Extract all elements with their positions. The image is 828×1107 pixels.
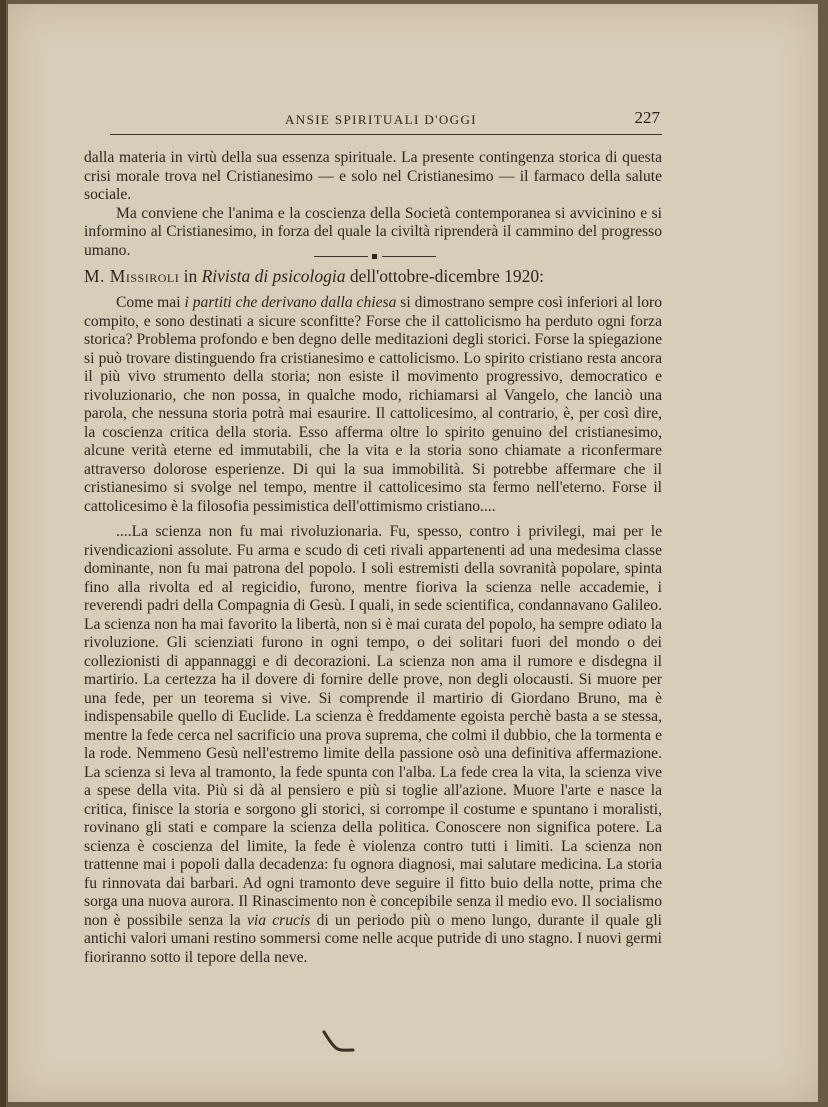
quote-rest: si dimostrano sempre così inferiori al loro compito, e sono destinati a sicure sconfitte? Forse che il cattolicismo ha perduto ogni forza storica? Problema profondo e ben degno delle meditazioni degli storici. Forse la spiegazione si può trovare distinguendo fra cristianesimo e cattolicismo. Lo spirito cristiano resta ancora il più vivo strumento della storia; non esiste il movimento progressivo, democratico e rivoluzionario, che non possa, in qualche modo, richiamarsi al Vangelo, che lanciò una parola, che nessuna storia potrà mai esaurire. Il cattolicesimo, al contrario, è, per così dire, la coscienza critica della storia. Esso afferma oltre lo spirito genuino del cristianesimo, alcune verità eterne ed immutabili, che la vita e la storia sono chiamate a riconfermare attraverso dolorose esperienze. Di qui la sua immobilità. Si potrebbe affermare che il cristianesimo si svolge nel tempo, mentre il cattolicesimo sta fermo nell'eterno. Forse il cattolicesimo è la filosofia pessimistica dell'ottimismo cristiano.... xyxy=(84,294,662,515)
quote-emphasis: via crucis xyxy=(246,911,311,929)
section-journal: Rivista di psicologia xyxy=(201,266,346,286)
quote-rest: di un periodo più o meno lungo, durante il quale gli antichi valori umani restino sommersi come nelle acque putride di uno stagno. I nuovi germi fioriranno sotto il tepore della neve. xyxy=(84,911,662,966)
divider-line-left xyxy=(314,256,368,257)
ink-mark-icon xyxy=(322,1030,356,1054)
section-heading xyxy=(84,266,662,287)
intro-text xyxy=(84,149,662,260)
intro-paragraph: dalla materia in virtù della sua essenza spirituale. La presente contingenza storica di questa crisi morale trova nel Cristianesimo — e solo nel Cristianesimo — il farmaco della salute sociale. xyxy=(84,149,662,203)
section-divider xyxy=(314,254,436,260)
quote-lead: ....La scienza non fu mai rivoluzionaria. Fu, spesso, contro i privilegi, mai per le rivendicazioni assolute. Fu arma e scudo di ceti rivali appartenenti ad una medesima classe dominante, non fu mai patrona del popolo. I soli estremisti della sovranità popolare, spinta fino alla rivolta ed al regicidio, furono, mentre fioriva la scienza nelle accademie, i reverendi padri della Compagnia di Gesù. I quali, in sede scientifica, condannavano Galileo. La scienza non ha mai favorito la libertà, non si è mai curata del popolo, ha sempre odiato la rivoluzione. Gli scienziati furono in ogni tempo, o dei solitari fuori del mondo o dei collezionisti di appannaggi e di decorazioni. La scienza non ama il rumore e disdegna il martirio. La certezza ha il dovere di fornire delle prove, non degli olocausti. Si muore per una fede, per un teorema si vive. Si comprende il martirio di Giordano Bruno, ma è indispensabile quello di Euclide. La scienza è freddamente egoista perchè basta a se stessa, mentre la fede cerca nel sacrificio una prova suprema, che colmi il dubbio, che la tormenta e la rode. Nemmeno Gesù nell'estremo limite della passione osò una definitiva affermazione. La scienza si leva al tramonto, la fede spunta con l'alba. La fede crea la vita, la scienza vive a spese della vita. Più si dà al pensiero e più si toglie all'azione. Muore l'arte e nasce la critica, finisce la storia e sorgono gli storici, si corrompe il costume e spuntano i moralisti, rovinano gli stati e compare la scienza della politica. Conoscere non significa potere. La scienza è coscienza del limite, la fede è violenza contro tutti i limiti. La scienza non trattenne mai i popoli dalla decadenza: fu ognora diagnosi, mai salutare medicina. La storia fu rinnovata dai barbari. Ad ogni tramonto deve seguire il fitto buio della notte, prima che sorga una nuova aurora. Il Rinascimento non è concepibile senza il medio evo. Il socialismo non è possibile senza la xyxy=(84,523,662,929)
intro-paragraph: Ma conviene che l'anima e la coscienza della Società contemporanea si avvicinino e si informino al Cristianesimo, in forza del quale la civiltà riprenderà il cammino del progresso umano. xyxy=(84,204,662,259)
divider-square-icon xyxy=(372,254,377,259)
running-head xyxy=(110,108,662,135)
quote-block-1 xyxy=(84,294,662,516)
section-in-word: in xyxy=(183,266,198,286)
running-title: ANSIE SPIRITUALI D'OGGI xyxy=(285,112,477,127)
section-date: dell'ottobre-dicembre 1920: xyxy=(349,266,544,286)
book-spine xyxy=(0,0,6,1107)
quote-block-2 xyxy=(84,523,662,967)
divider-line-right xyxy=(382,256,436,257)
page-number: 227 xyxy=(634,108,660,127)
quote-lead: Come mai xyxy=(116,294,181,311)
section-author: M. Missiroli xyxy=(84,266,180,286)
quote-paragraph xyxy=(84,523,662,967)
quote-emphasis: i partiti che derivano dalla chiesa xyxy=(184,294,397,311)
quote-paragraph xyxy=(84,294,662,516)
